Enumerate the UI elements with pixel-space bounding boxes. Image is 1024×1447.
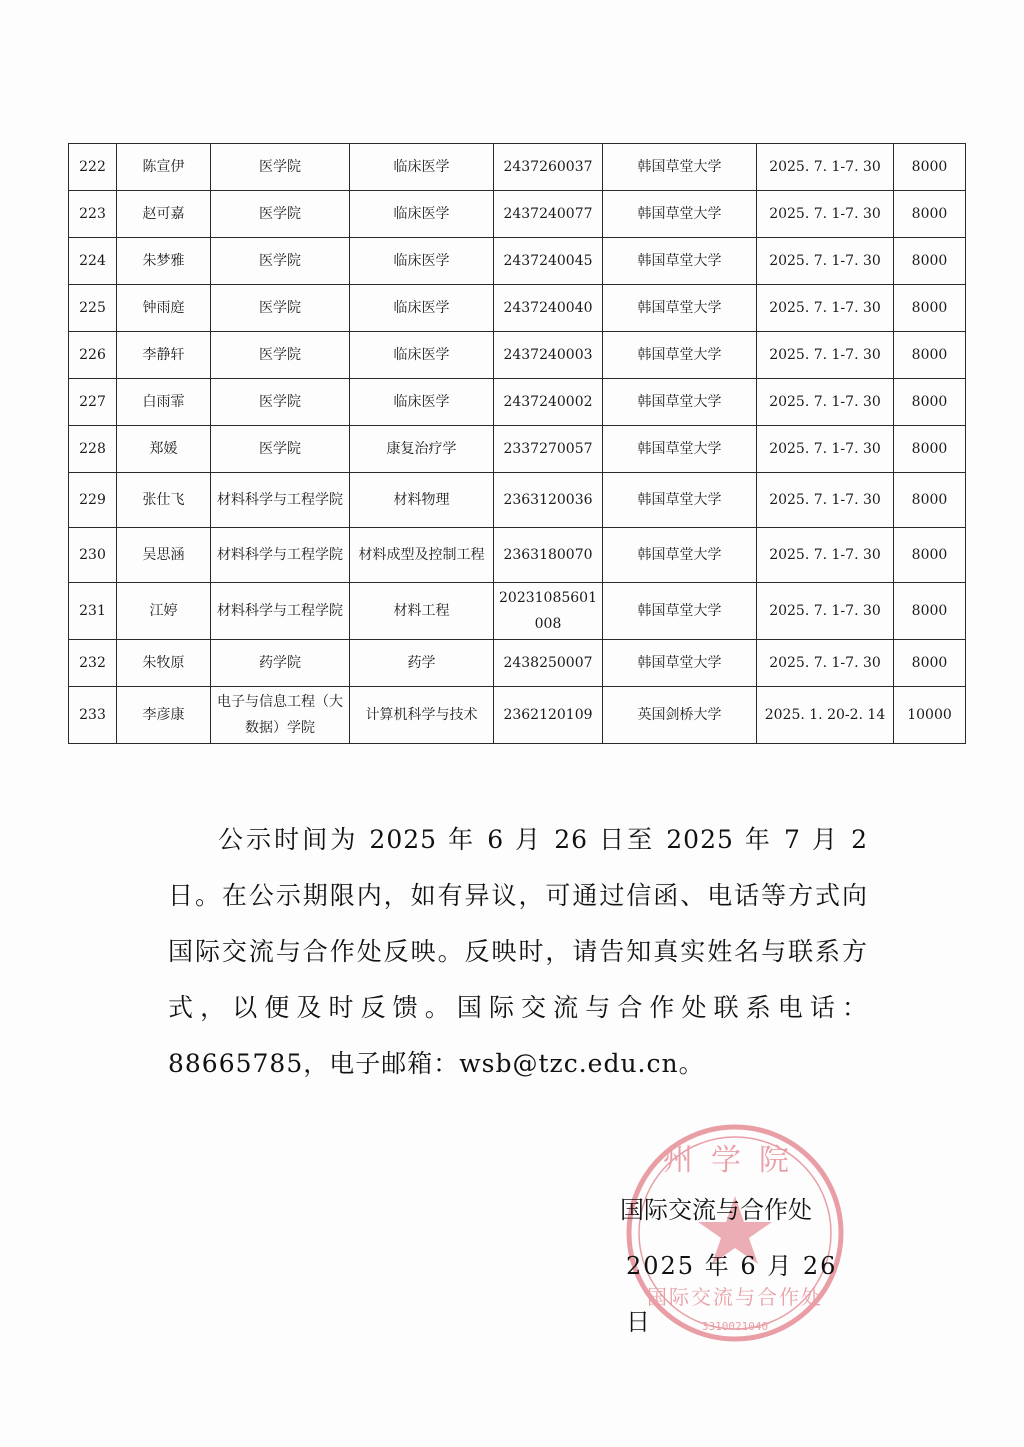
table-row [69, 238, 966, 285]
cell-period: 2025. 7. 1-7. 30 [757, 144, 894, 191]
cell-period: 2025. 7. 1-7. 30 [757, 426, 894, 473]
cell-university: 韩国草堂大学 [603, 640, 757, 687]
cell-amount: 8000 [894, 528, 966, 583]
cell-student-id: 2437240002 [494, 379, 603, 426]
signature-org: 国际交流与合作处 [620, 1196, 812, 1224]
cell-major: 临床医学 [350, 285, 494, 332]
seal-code-text: 3310021040 [701, 1320, 769, 1333]
cell-no: 225 [69, 285, 117, 332]
cell-college: 材料科学与工程学院 [211, 583, 350, 640]
cell-amount: 8000 [894, 144, 966, 191]
cell-amount: 8000 [894, 473, 966, 528]
cell-college: 医学院 [211, 191, 350, 238]
cell-college: 医学院 [211, 144, 350, 191]
cell-university: 英国剑桥大学 [603, 687, 757, 744]
seal-ring-text: 国际交流与合作处 [647, 1285, 823, 1309]
cell-student-id: 2437260037 [494, 144, 603, 191]
cell-student-id: 2437240045 [494, 238, 603, 285]
cell-name: 朱牧原 [117, 640, 211, 687]
cell-period: 2025. 1. 20-2. 14 [757, 687, 894, 744]
cell-major: 材料工程 [350, 583, 494, 640]
cell-university: 韩国草堂大学 [603, 285, 757, 332]
cell-university: 韩国草堂大学 [603, 238, 757, 285]
cell-amount: 8000 [894, 379, 966, 426]
cell-university: 韩国草堂大学 [603, 473, 757, 528]
cell-no: 230 [69, 528, 117, 583]
table-row [69, 473, 966, 528]
table-row [69, 144, 966, 191]
cell-college: 医学院 [211, 285, 350, 332]
cell-name: 朱梦雅 [117, 238, 211, 285]
cell-student-id: 2438250007 [494, 640, 603, 687]
table-row [69, 687, 966, 744]
cell-college: 医学院 [211, 238, 350, 285]
cell-student-id: 20231085601008 [494, 583, 603, 640]
cell-major: 临床医学 [350, 144, 494, 191]
cell-university: 韩国草堂大学 [603, 191, 757, 238]
cell-major: 材料物理 [350, 473, 494, 528]
notice-block [168, 812, 868, 1092]
cell-period: 2025. 7. 1-7. 30 [757, 583, 894, 640]
table-row [69, 285, 966, 332]
cell-college: 药学院 [211, 640, 350, 687]
cell-major: 药学 [350, 640, 494, 687]
cell-major: 材料成型及控制工程 [350, 528, 494, 583]
cell-period: 2025. 7. 1-7. 30 [757, 640, 894, 687]
cell-college: 材料科学与工程学院 [211, 528, 350, 583]
cell-name: 张仕飞 [117, 473, 211, 528]
cell-period: 2025. 7. 1-7. 30 [757, 191, 894, 238]
cell-name: 赵可嘉 [117, 191, 211, 238]
cell-student-id: 2437240077 [494, 191, 603, 238]
cell-major: 临床医学 [350, 379, 494, 426]
cell-amount: 8000 [894, 238, 966, 285]
seal-top-text: 州学院 [663, 1143, 807, 1178]
cell-college: 医学院 [211, 379, 350, 426]
cell-period: 2025. 7. 1-7. 30 [757, 379, 894, 426]
cell-amount: 8000 [894, 640, 966, 687]
cell-major: 临床医学 [350, 238, 494, 285]
table-row [69, 332, 966, 379]
cell-name: 钟雨庭 [117, 285, 211, 332]
cell-no: 223 [69, 191, 117, 238]
cell-college: 材料科学与工程学院 [211, 473, 350, 528]
cell-major: 临床医学 [350, 332, 494, 379]
cell-amount: 8000 [894, 426, 966, 473]
notice-paragraph: 公示时间为 2025 年 6 月 26 日至 2025 年 7 月 2 日。在公示期限内，如有异议，可通过信函、电话等方式向国际交流与合作处反映。反映时，请告知真实姓名与联系方式，以便及时反馈。国际交流与合作处联系电话：88665785，电子邮箱：wsb@tzc.edu.cn。 [168, 825, 868, 1078]
cell-no: 222 [69, 144, 117, 191]
signature-block [600, 1182, 860, 1350]
table-row [69, 583, 966, 640]
scholarship-table [68, 143, 966, 744]
cell-no: 224 [69, 238, 117, 285]
cell-no: 232 [69, 640, 117, 687]
cell-name: 白雨霏 [117, 379, 211, 426]
cell-no: 226 [69, 332, 117, 379]
cell-college: 医学院 [211, 332, 350, 379]
cell-period: 2025. 7. 1-7. 30 [757, 473, 894, 528]
table-row [69, 640, 966, 687]
cell-period: 2025. 7. 1-7. 30 [757, 285, 894, 332]
cell-name: 陈宣伊 [117, 144, 211, 191]
cell-university: 韩国草堂大学 [603, 528, 757, 583]
cell-period: 2025. 7. 1-7. 30 [757, 238, 894, 285]
cell-amount: 8000 [894, 191, 966, 238]
cell-no: 229 [69, 473, 117, 528]
table-row [69, 426, 966, 473]
cell-college: 电子与信息工程（大数据）学院 [211, 687, 350, 744]
cell-student-id: 2363120036 [494, 473, 603, 528]
cell-college: 医学院 [211, 426, 350, 473]
cell-university: 韩国草堂大学 [603, 144, 757, 191]
cell-amount: 8000 [894, 583, 966, 640]
cell-amount: 10000 [894, 687, 966, 744]
signature-date: 2025 年 6 月 26 日 [626, 1252, 838, 1336]
cell-university: 韩国草堂大学 [603, 426, 757, 473]
table-row [69, 191, 966, 238]
cell-no: 233 [69, 687, 117, 744]
cell-name: 江婷 [117, 583, 211, 640]
table-body [69, 144, 966, 744]
cell-no: 228 [69, 426, 117, 473]
cell-period: 2025. 7. 1-7. 30 [757, 332, 894, 379]
cell-major: 计算机科学与技术 [350, 687, 494, 744]
cell-major: 临床医学 [350, 191, 494, 238]
cell-no: 227 [69, 379, 117, 426]
cell-student-id: 2437240040 [494, 285, 603, 332]
cell-student-id: 2437240003 [494, 332, 603, 379]
table-row [69, 379, 966, 426]
cell-name: 吴思涵 [117, 528, 211, 583]
cell-period: 2025. 7. 1-7. 30 [757, 528, 894, 583]
cell-no: 231 [69, 583, 117, 640]
cell-name: 李彦康 [117, 687, 211, 744]
cell-amount: 8000 [894, 285, 966, 332]
cell-amount: 8000 [894, 332, 966, 379]
cell-student-id: 2362120109 [494, 687, 603, 744]
table-row [69, 528, 966, 583]
cell-name: 郑媛 [117, 426, 211, 473]
cell-university: 韩国草堂大学 [603, 583, 757, 640]
cell-major: 康复治疗学 [350, 426, 494, 473]
cell-name: 李静轩 [117, 332, 211, 379]
cell-student-id: 2363180070 [494, 528, 603, 583]
cell-university: 韩国草堂大学 [603, 379, 757, 426]
cell-student-id: 2337270057 [494, 426, 603, 473]
cell-university: 韩国草堂大学 [603, 332, 757, 379]
